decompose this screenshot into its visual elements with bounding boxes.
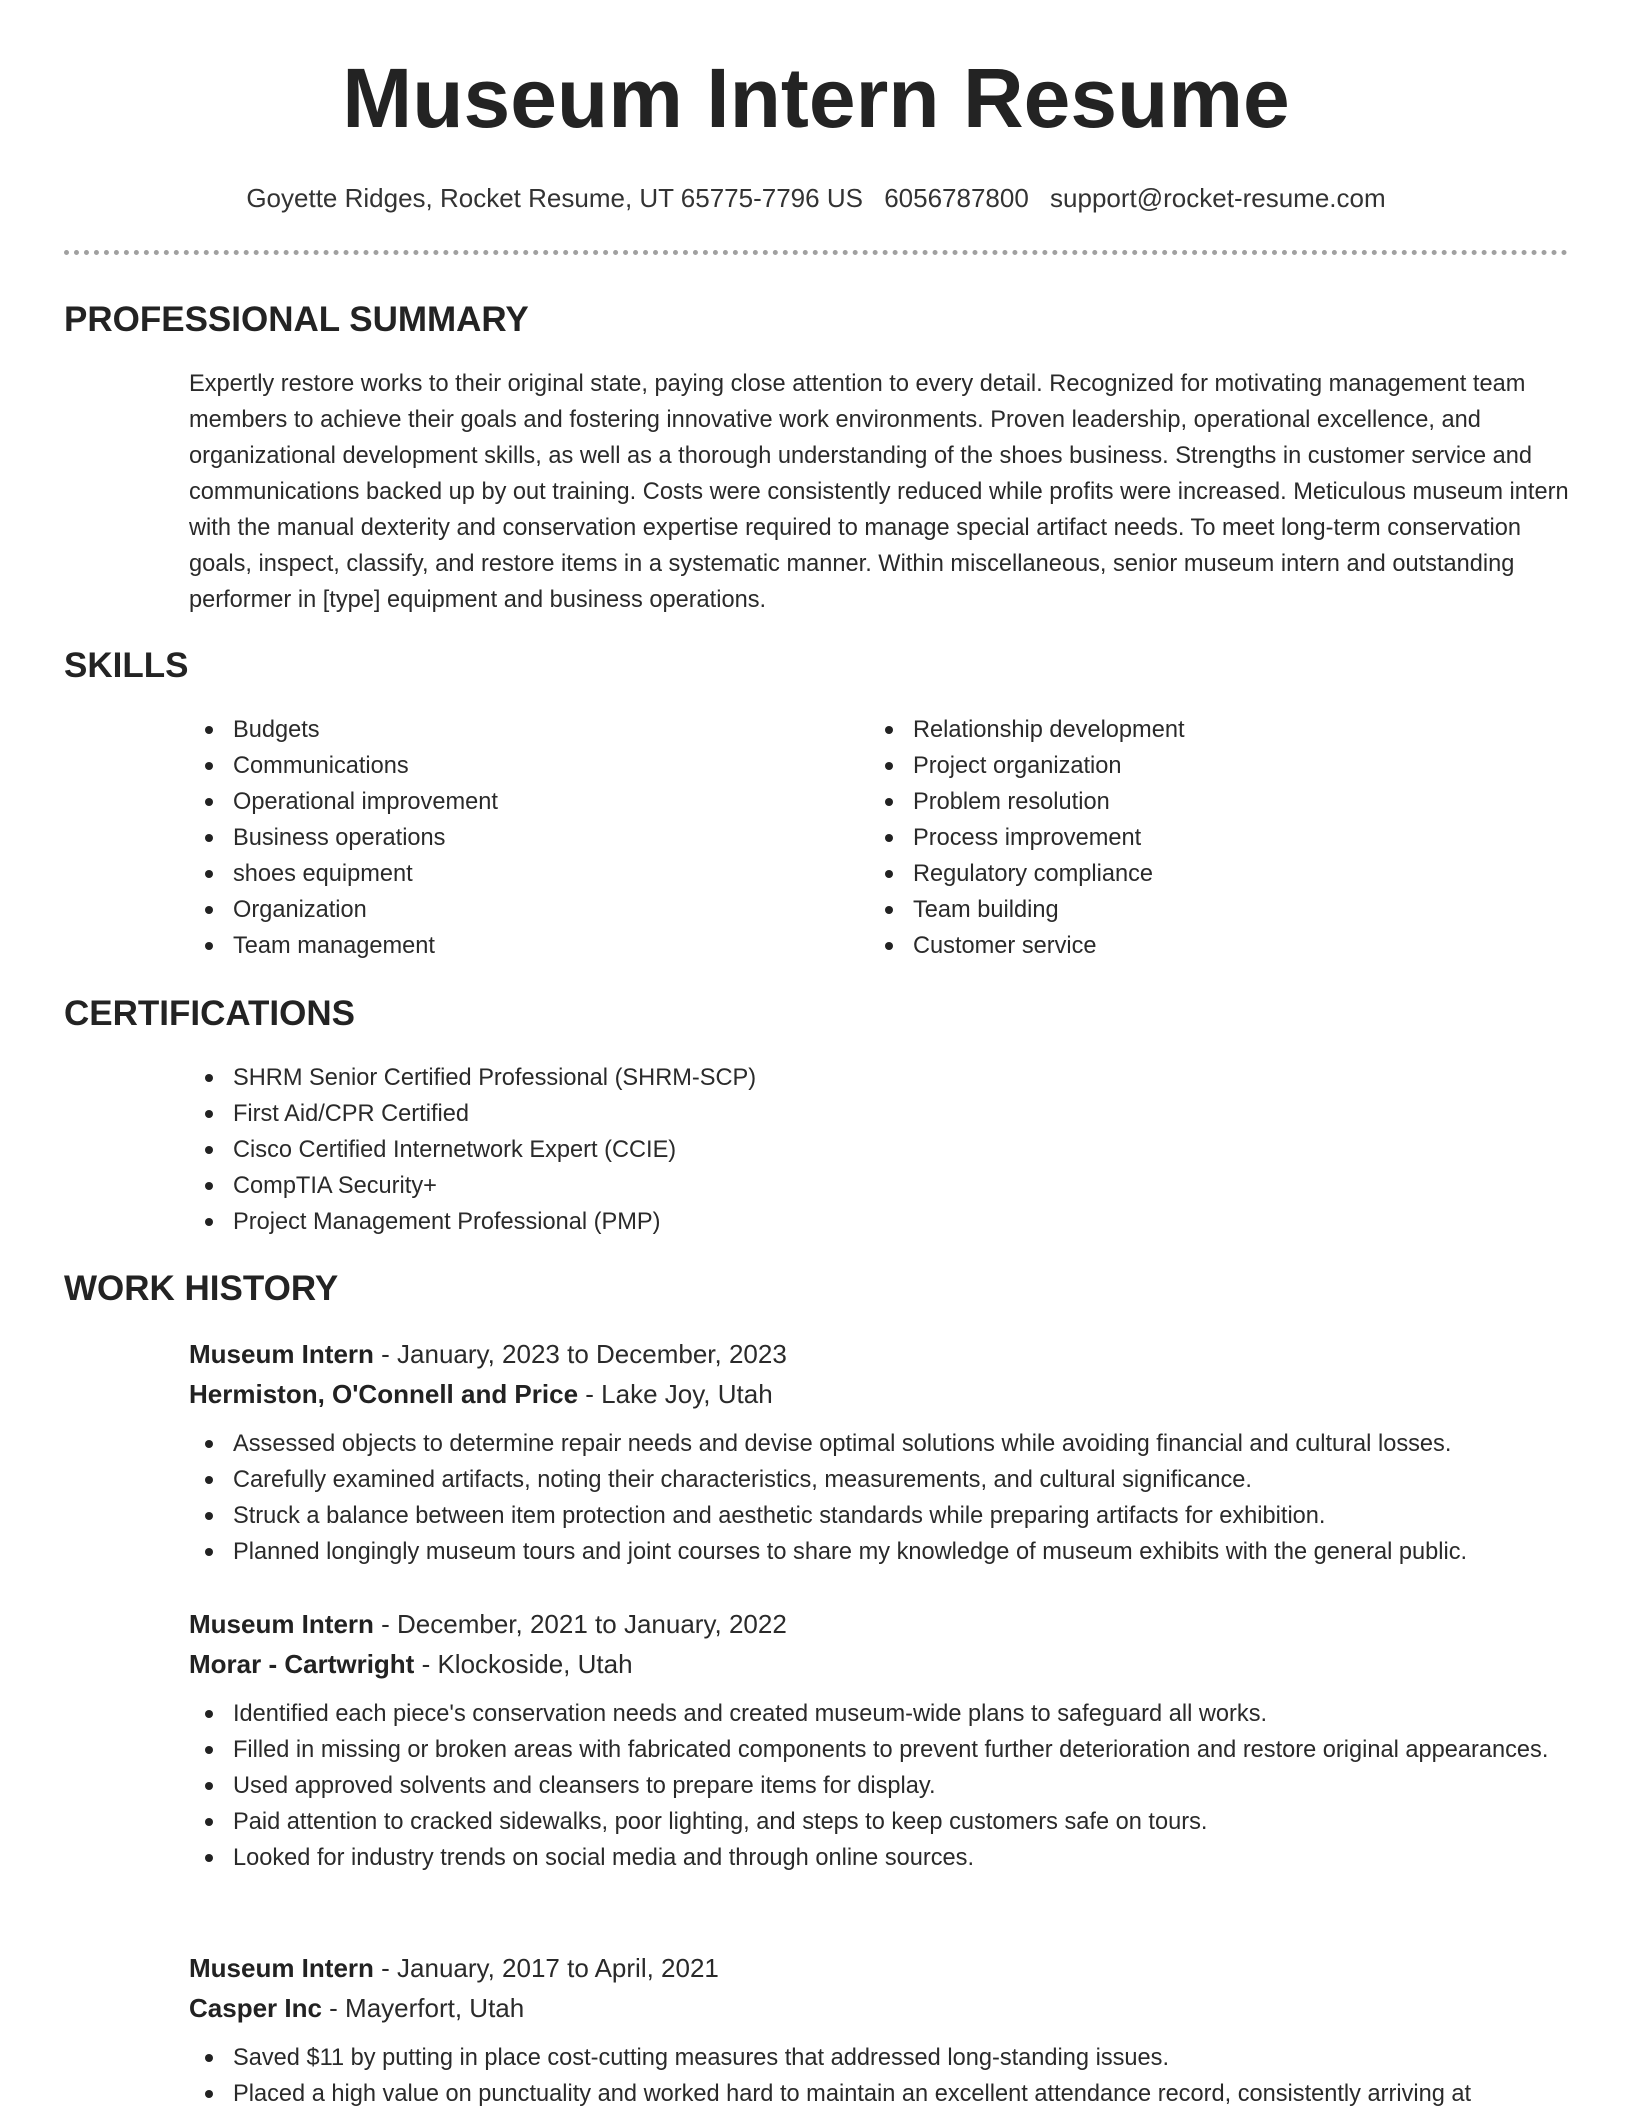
- job-entry: [189, 1604, 1579, 1876]
- contact-email: support@rocket-resume.com: [1050, 183, 1386, 213]
- contact-address: Goyette Ridges, Rocket Resume, UT 65775-7796 US: [246, 183, 863, 213]
- list-item: Organization: [189, 892, 829, 928]
- job-company: Morar - Cartwright: [189, 1649, 415, 1679]
- list-item: Process improvement: [869, 820, 1509, 856]
- certifications-heading: CERTIFICATIONS: [64, 994, 356, 1033]
- job-company-line: [189, 1988, 1579, 2028]
- certifications-list: [189, 1060, 1489, 1240]
- job-location: - Lake Joy, Utah: [578, 1379, 773, 1409]
- list-item: Project organization: [869, 748, 1509, 784]
- contact-line: [0, 180, 1632, 216]
- list-item: Paid attention to cracked sidewalks, poor lighting, and steps to keep customers safe on tours.: [145, 1804, 1579, 1840]
- list-item: SHRM Senior Certified Professional (SHRM-SCP): [189, 1060, 1489, 1096]
- skills-column-right: [869, 712, 1509, 964]
- list-item: Team building: [869, 892, 1509, 928]
- list-item: Identified each piece's conservation needs and created museum-wide plans to safeguard all works.: [145, 1696, 1579, 1732]
- skills-list-right: [869, 712, 1509, 964]
- job-title: Museum Intern: [189, 1953, 374, 1983]
- list-item: Filled in missing or broken areas with fabricated components to prevent further deterioration and restore original appearances.: [145, 1732, 1579, 1768]
- certifications-block: [189, 1060, 1489, 1240]
- list-item: Operational improvement: [189, 784, 829, 820]
- list-item: Budgets: [189, 712, 829, 748]
- job-company-line: [189, 1374, 1579, 1414]
- job-company: Hermiston, O'Connell and Price: [189, 1379, 579, 1409]
- list-item: Business operations: [189, 820, 829, 856]
- skills-column-left: [189, 712, 829, 964]
- job-title-line: [189, 1334, 1579, 1374]
- skills-list-left: [189, 712, 829, 964]
- summary-heading: PROFESSIONAL SUMMARY: [64, 300, 529, 339]
- job-title: Museum Intern: [189, 1609, 374, 1639]
- job-entry: [189, 1948, 1579, 2112]
- list-item: Struck a balance between item protection and aesthetic standards while preparing artifacts for exhibition.: [145, 1498, 1579, 1534]
- job-entry: [189, 1334, 1579, 1570]
- list-item: First Aid/CPR Certified: [189, 1096, 1489, 1132]
- list-item: Cisco Certified Internetwork Expert (CCIE): [189, 1132, 1489, 1168]
- job-location: - Klockoside, Utah: [414, 1649, 633, 1679]
- list-item: Looked for industry trends on social media and through online sources.: [145, 1840, 1579, 1876]
- job-dates: - January, 2017 to April, 2021: [373, 1953, 719, 1983]
- list-item: Relationship development: [869, 712, 1509, 748]
- job-location: - Mayerfort, Utah: [321, 1993, 525, 2023]
- list-item: Assessed objects to determine repair needs and devise optimal solutions while avoiding financial and cultural losses.: [145, 1426, 1579, 1462]
- job-dates: - December, 2021 to January, 2022: [373, 1609, 787, 1639]
- work-history-heading: WORK HISTORY: [64, 1269, 339, 1308]
- job-title-line: [189, 1604, 1579, 1644]
- list-item: Placed a high value on punctuality and worked hard to maintain an excellent attendance record, consistently arriving at: [145, 2076, 1579, 2112]
- job-company-line: [189, 1644, 1579, 1684]
- contact-phone: 6056787800: [884, 183, 1029, 213]
- list-item: Regulatory compliance: [869, 856, 1509, 892]
- job-title: Museum Intern: [189, 1339, 374, 1369]
- job-bullets: [145, 2040, 1579, 2112]
- list-item: Customer service: [869, 928, 1509, 964]
- job-bullets: [145, 1426, 1579, 1570]
- job-company: Casper Inc: [189, 1993, 322, 2023]
- list-item: shoes equipment: [189, 856, 829, 892]
- list-item: Communications: [189, 748, 829, 784]
- list-item: Carefully examined artifacts, noting their characteristics, measurements, and cultural significance.: [145, 1462, 1579, 1498]
- skills-heading: SKILLS: [64, 646, 189, 685]
- list-item: Team management: [189, 928, 829, 964]
- summary-text: Expertly restore works to their original state, paying close attention to every detail. Recognized for motivating management team members to achieve their goals and fostering innovative work environments. Proven leadership, operational excellence, and organizational development skills, as well as a thorough understanding of the shoes business. Strengths in customer service and communications backed up by out training. Costs were consistently reduced while profits were increased. Meticulous museum intern with the manual dexterity and conservation expertise required to manage special artifact needs. To meet long-term conservation goals, inspect, classify, and restore items in a systematic manner. Within miscellaneous, senior museum intern and outstanding performer in [type] equipment and business operations.: [189, 371, 1569, 613]
- job-dates: - January, 2023 to December, 2023: [373, 1339, 787, 1369]
- list-item: CompTIA Security+: [189, 1168, 1489, 1204]
- list-item: Used approved solvents and cleansers to prepare items for display.: [145, 1768, 1579, 1804]
- list-item: Planned longingly museum tours and joint courses to share my knowledge of museum exhibits with the general public.: [145, 1534, 1579, 1570]
- job-title-line: [189, 1948, 1579, 1988]
- list-item: Saved $11 by putting in place cost-cutting measures that addressed long-standing issues.: [145, 2040, 1579, 2076]
- job-bullets: [145, 1696, 1579, 1876]
- list-item: Project Management Professional (PMP): [189, 1204, 1489, 1240]
- list-item: Problem resolution: [869, 784, 1509, 820]
- page-title: Museum Intern Resume: [342, 51, 1290, 145]
- header-divider: [64, 250, 1568, 255]
